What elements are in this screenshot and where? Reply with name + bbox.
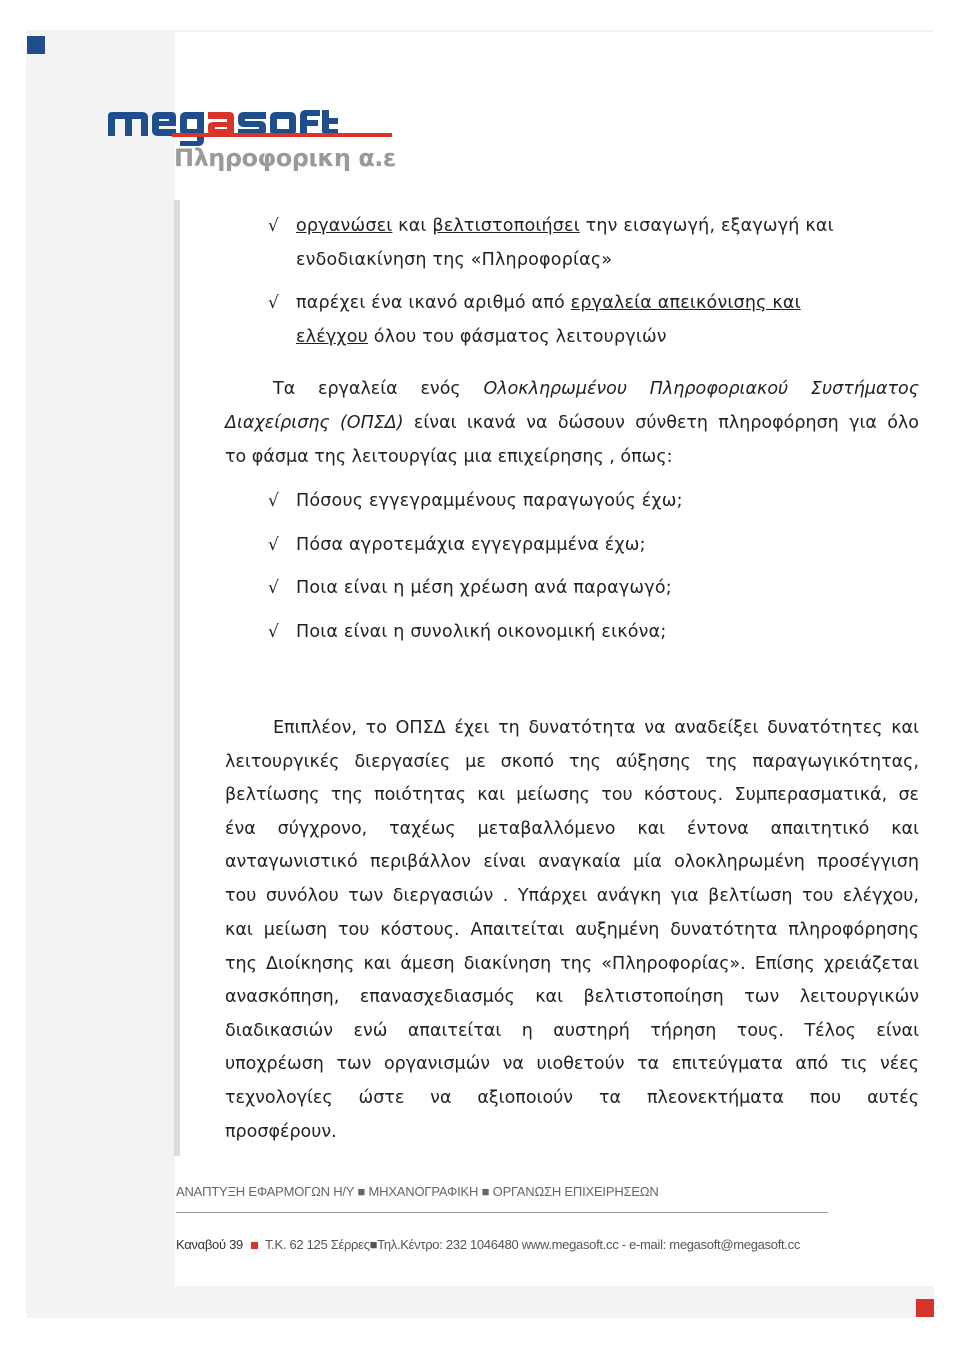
footer-contact — [176, 1237, 836, 1252]
closing-line: ένα σύγχρονο, ταχέως μεταβαλλόμενο και έντονα απαιτητικό και — [225, 819, 919, 839]
separator-square-icon — [251, 1242, 258, 1249]
closing-line: ανασκόπηση, επανασχεδιασμός και βελτιστοποίηση των λειτουργικών — [225, 987, 919, 1007]
check-bullet-icon: √ — [268, 491, 279, 511]
svg-text:Πληροφορικη α.ε: Πληροφορικη α.ε — [174, 144, 396, 172]
closing-line: προσφέρουν. — [225, 1122, 337, 1142]
closing-line: υποχρέωση των οργανισμών να υιοθετούν τα επιτεύγματα από τις νέες — [225, 1054, 919, 1074]
closing-line: και μείωση του κόστους. Απαιτείται αυξημένη δυνατότητα πληροφόρησης — [225, 920, 919, 940]
check-bullet-icon: √ — [268, 293, 279, 313]
intro-line: Τα εργαλεία ενός Ολοκληρωμένου Πληροφοριακού Συστήματος — [273, 379, 919, 399]
question-item: Πόσους εγγεγραμμένους παραγωγούς έχω; — [296, 491, 683, 511]
closing-line: ανταγωνιστικό περιβάλλον είναι αναγκαία μία ολοκληρωμένη προσέγγιση — [225, 852, 919, 872]
company-logo — [106, 108, 396, 172]
footer-contact-details: Τ.Κ. 62 125 Σέρρες■Τηλ.Κέντρο: 232 1046480 www.megasoft.cc - e-mail: megasoft@megasoft.cc — [264, 1237, 801, 1252]
closing-line: του συνόλου των διεργασιών . Υπάρχει ανάγκη για βελτίωση του ελέγχου, — [225, 886, 919, 906]
footer-divider — [176, 1212, 828, 1213]
bullet-text-line: ελέγχου όλου του φάσματος λειτουργιών — [296, 327, 667, 347]
closing-line: βελτίωσης της ποιότητας και μείωσης του κόστους. Συμπερασματικά, σε — [225, 785, 919, 805]
bullet-text-line: οργανώσει και βελτιστοποιήσει την εισαγωγή, εξαγωγή και — [296, 216, 834, 236]
closing-line: Επιπλέον, το ΟΠΣΔ έχει τη δυνατότητα να αναδείξει δυνατότητες και — [273, 718, 919, 738]
closing-line: λειτουργικές διεργασίες με σκοπό της αύξησης της παραγωγικότητας, — [225, 752, 919, 772]
check-bullet-icon: √ — [268, 622, 279, 642]
bullet-text-line: παρέχει ένα ικανό αριθμό από εργαλεία απεικόνισης και — [296, 293, 801, 313]
question-item: Ποια είναι η συνολική οικονομική εικόνα; — [296, 622, 667, 642]
check-bullet-icon: √ — [268, 578, 279, 598]
main-text-block — [174, 200, 920, 1156]
footer-address: Καναβού 39 — [176, 1237, 243, 1252]
intro-line: Διαχείρισης (ΟΠΣΔ) είναι ικανά να δώσουν σύνθετη πληροφόρηση για όλο — [225, 413, 919, 433]
corner-square-blue — [27, 36, 45, 54]
check-bullet-icon: √ — [268, 216, 279, 236]
footer-services: ΑΝΑΠΤΥΞΗ ΕΦΑΡΜΟΓΩΝ Η/Υ ■ ΜΗΧΑΝΟΓΡΑΦΙΚΗ ■ ΟΡΓΑΝΩΣΗ ΕΠΙΧΕΙΡΗΣΕΩΝ — [176, 1184, 659, 1199]
question-item: Πόσα αγροτεμάχια εγγεγραμμένα έχω; — [296, 535, 646, 555]
closing-line: της Διοίκησης και άμεση διακίνηση της «Πληροφορίας». Επίσης χρειάζεται — [225, 954, 919, 974]
bullet-text-line: ενδοδιακίνηση της «Πληροφορίας» — [296, 250, 613, 270]
intro-line: το φάσμα της λειτουργίας μια επιχείρησης , όπως: — [225, 447, 673, 467]
question-item: Ποια είναι η μέση χρέωση ανά παραγωγό; — [296, 578, 672, 598]
closing-line: τεχνολογίες ώστε να αξιοποιούν τα πλεονεκτήματα που αυτές — [225, 1088, 919, 1108]
corner-square-red — [916, 1299, 934, 1317]
closing-line: διαδικασιών ενώ απαιτείται η αυστηρή τήρηση τους. Τέλος είναι — [225, 1021, 919, 1041]
check-bullet-icon: √ — [268, 535, 279, 555]
